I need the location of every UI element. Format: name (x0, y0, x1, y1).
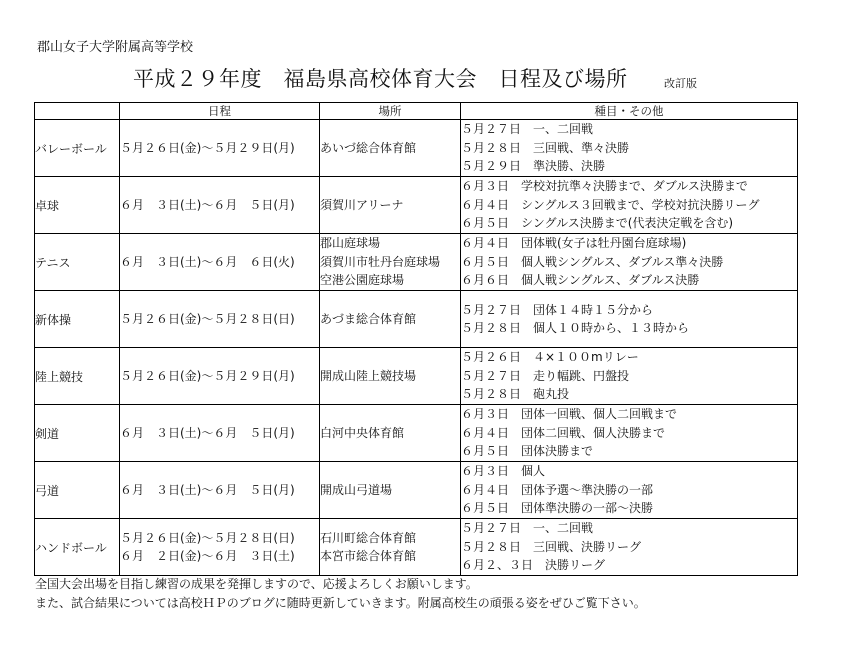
details-line: ６月３日 学校対抗準々決勝まで、ダブルス決勝まで (461, 179, 748, 194)
details-line: ５月２８日 砲丸投 (461, 387, 570, 402)
venue-cell (320, 519, 461, 576)
schedule-line: ６月 ２日(金)～６月 ３日(土) (120, 549, 295, 563)
revision-note: 改訂版 (664, 77, 697, 90)
table-header-row (35, 103, 798, 120)
venue-cell (320, 234, 461, 291)
details-line: ５月２９日 準決勝、決勝 (461, 159, 606, 174)
details-line: ５月２８日 三回戦、準々決勝 (461, 140, 630, 155)
details-line: ６月３日 個人 (461, 464, 546, 479)
details-cell (461, 462, 798, 519)
schedule-line: ５月２６日(金)～５月２８日(日) (120, 530, 295, 545)
table-row (35, 234, 798, 291)
venue-line: 郡山庭球場 (320, 236, 381, 251)
details-line: ６月４日 団体戦(女子は牡丹園台庭球場) (461, 236, 687, 251)
details-cell (461, 120, 798, 177)
table-row (35, 177, 798, 234)
details-line: ５月２８日 個人１０時から、１３時から (461, 321, 690, 335)
details-line: ５月２８日 三回戦、決勝リーグ (461, 539, 642, 554)
schedule-line: ６月 ３日(土)～６月 ５日(月) (120, 425, 295, 440)
venue-line: 空港公園庭球場 (320, 273, 405, 288)
sport-cell: 卓球 (35, 177, 120, 234)
venue-cell (320, 291, 461, 348)
venue-line: あづま総合体育館 (320, 311, 417, 326)
venue-line: 開成山弓道場 (320, 482, 393, 497)
details-line: ６月４日 シングルス３回戦まで、学校対抗決勝リーグ (461, 197, 760, 212)
schedule-body (35, 120, 798, 576)
venue-cell (320, 348, 461, 405)
page-title: 平成２９年度 福島県高校体育大会 日程及び場所 (133, 67, 628, 91)
venue-line: 石川町総合体育館 (320, 530, 417, 545)
sport-cell: 陸上競技 (35, 348, 120, 405)
venue-line: 須賀川アリーナ (320, 197, 404, 212)
footer-line: 全国大会出場を目指し練習の成果を発揮しますので、応援よろしくお願いします。 (35, 577, 478, 591)
sport-cell: ハンドボール (35, 519, 120, 576)
venue-cell (320, 462, 461, 519)
schedule-line: ６月 ３日(土)～６月 ５日(月) (120, 482, 295, 497)
footer-line: また、試合結果については高校ＨＰのブログに随時更新していきます。附属高校生の頑張る姿をぜひご覧下さい。 (35, 596, 646, 610)
details-line: ６月４日 団体二回戦、個人決勝まで (461, 425, 666, 440)
table-row (35, 405, 798, 462)
table-row (35, 462, 798, 519)
details-line: ５月２７日 一、二回戦 (461, 122, 594, 137)
schedule-cell (120, 234, 320, 291)
schedule-line: ６月 ３日(土)～６月 ５日(月) (120, 197, 295, 212)
details-cell (461, 234, 798, 291)
details-line: ６月４日 団体予選～準決勝の一部 (461, 482, 654, 497)
details-line: ６月５日 団体決勝まで (461, 444, 594, 459)
schedule-cell (120, 291, 320, 348)
table-row (35, 348, 798, 405)
details-cell (461, 177, 798, 234)
details-cell (461, 519, 798, 576)
details-line: ６月５日 個人戦シングルス、ダブルス準々決勝 (461, 254, 724, 269)
sport-cell: テニス (35, 234, 120, 291)
sport-cell: 剣道 (35, 405, 120, 462)
schedule-cell (120, 120, 320, 177)
details-line: ５月２７日 団体１４時１５分から (461, 302, 654, 317)
details-cell (461, 291, 798, 348)
table-row (35, 120, 798, 177)
details-line: ６月２、３日 決勝リーグ (461, 558, 606, 573)
schedule-table (34, 102, 798, 576)
details-line: ６月５日 シングルス決勝まで(代表決定戦を含む) (461, 216, 734, 231)
details-cell (461, 348, 798, 405)
venue-cell (320, 177, 461, 234)
venue-cell (320, 120, 461, 177)
details-line: ６月３日 団体一回戦、個人二回戦まで (461, 407, 678, 422)
schedule-line: ５月２６日(金)～５月２８日(日) (120, 311, 295, 326)
table-row (35, 291, 798, 348)
table-row (35, 519, 798, 576)
header-schedule: 日程 (120, 103, 320, 120)
venue-line: 須賀川市牡丹台庭球場 (320, 254, 441, 269)
venue-line: 白河中央体育館 (320, 425, 405, 440)
venue-cell (320, 405, 461, 462)
details-line: ６月６日 個人戦シングルス、ダブルス決勝 (461, 273, 700, 288)
schedule-line: ６月 ３日(土)～６月 ６日(火) (120, 254, 295, 269)
venue-line: あいづ総合体育館 (320, 140, 417, 155)
header-venue: 場所 (320, 103, 461, 120)
details-line: ５月２７日 一、二回戦 (461, 521, 594, 536)
details-line: ５月２７日 走り幅跳、円盤投 (461, 368, 630, 383)
sport-cell: 弓道 (35, 462, 120, 519)
details-line: ５月２６日 ４×１００mリレー (461, 350, 639, 365)
sport-cell: バレーボール (35, 120, 120, 177)
school-name: 郡山女子大学附属高等学校 (37, 40, 194, 55)
venue-line: 本宮市総合体育館 (320, 549, 417, 563)
schedule-cell (120, 519, 320, 576)
schedule-cell (120, 405, 320, 462)
schedule-line: ５月２６日(金)～５月２９日(月) (120, 140, 295, 155)
sport-cell: 新体操 (35, 291, 120, 348)
schedule-cell (120, 348, 320, 405)
details-cell (461, 405, 798, 462)
header-details: 種目・その他 (461, 103, 798, 120)
schedule-cell (120, 177, 320, 234)
schedule-cell (120, 462, 320, 519)
details-line: ６月５日 団体準決勝の一部～決勝 (461, 501, 654, 516)
header-sport (35, 103, 120, 120)
schedule-line: ５月２６日(金)～５月２９日(月) (120, 368, 295, 383)
footer-notes (35, 575, 646, 613)
venue-line: 開成山陸上競技場 (320, 368, 417, 383)
